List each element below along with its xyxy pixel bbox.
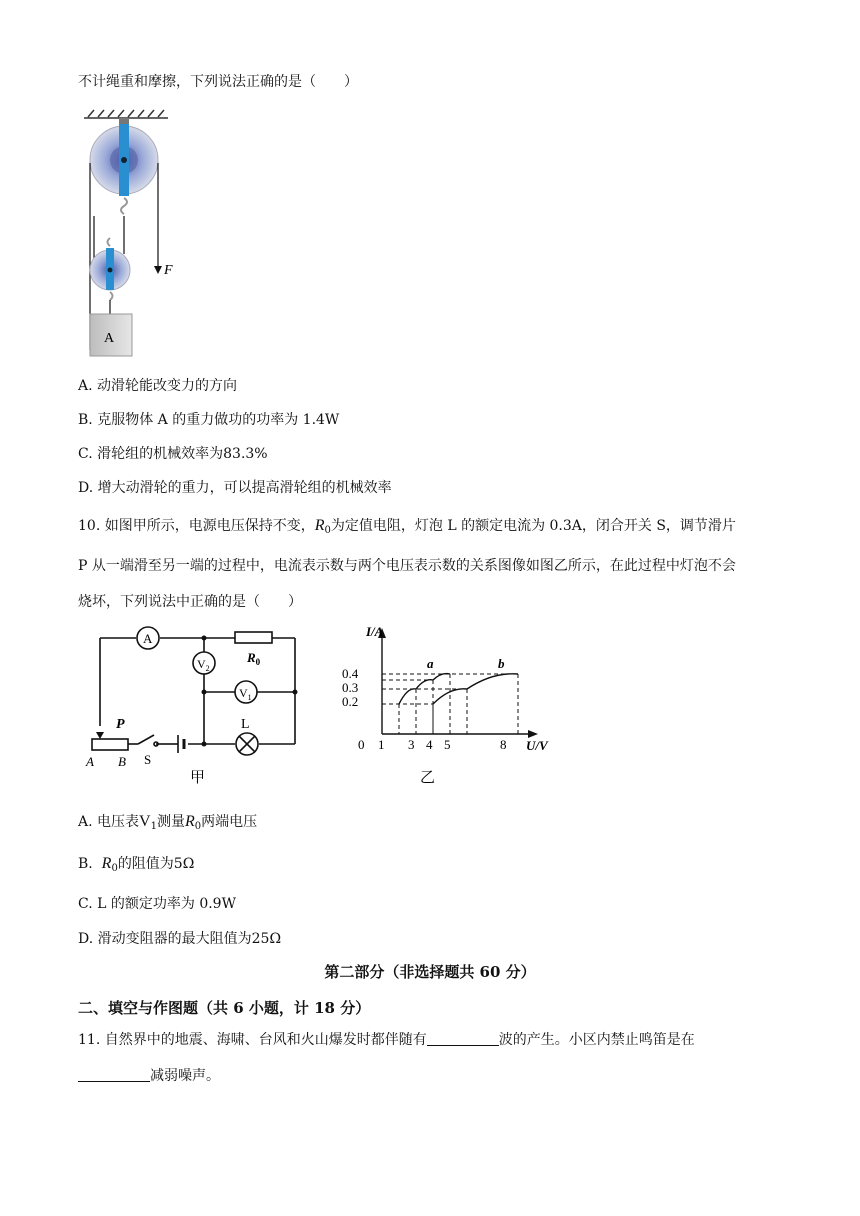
q10-option-d: D. 滑动变阻器的最大阻值为25Ω xyxy=(78,931,282,947)
graph-caption: 乙 xyxy=(420,770,436,786)
q10-option-a: A. 电压表$V_1$测量$R_0$两端电压 xyxy=(78,813,258,832)
q10-option-c: C. L 的额定功率为 0.9W xyxy=(78,896,236,912)
q11-blank-1[interactable] xyxy=(427,1031,499,1046)
ammeter-label: A xyxy=(143,631,153,646)
x-tick-3: 3 xyxy=(408,737,415,752)
q11-line1: 11. 自然界中的地震、海啸、台风和火山爆发时都伴随有 波的产生。小区内禁止鸣笛是在 xyxy=(78,1032,695,1048)
q9-option-b: B. 克服物体 A 的重力做功的功率为 1.4W xyxy=(78,412,340,428)
q9-option-d: D. 增大动滑轮的重力，可以提高滑轮组的机械效率 xyxy=(78,480,392,496)
point-b-label: b xyxy=(498,656,505,671)
x-tick-4: 4 xyxy=(426,737,433,752)
r0-label: $R_0$ xyxy=(247,650,261,667)
pulley-figure xyxy=(80,108,190,360)
y-tick-0.3: 0.3 xyxy=(342,680,359,695)
ceiling-hatch xyxy=(84,110,168,118)
q10-stem-line1: 10. 如图甲所示，电源电压保持不变，$R_0$为定值电阻，灯泡 L 的额定电流为 0.3A，闭合开关 S，调节滑片 xyxy=(78,517,736,536)
x-tick-5: 5 xyxy=(444,737,451,752)
q11-line2: 减弱噪声。 xyxy=(78,1066,220,1086)
v1-label: $V_1$ xyxy=(239,686,252,702)
y-tick-0.4: 0.4 xyxy=(342,666,359,681)
block-label: A xyxy=(104,331,115,346)
q9-option-c: C. 滑轮组的机械效率为83.3% xyxy=(78,446,268,462)
v2-label: $V_2$ xyxy=(197,657,210,673)
x-tick-1: 1 xyxy=(378,737,385,752)
slider-label: P xyxy=(116,717,125,732)
circuit-diagram xyxy=(80,622,310,794)
x-tick-8: 8 xyxy=(500,737,507,752)
lamp-label: L xyxy=(241,717,250,732)
q9-stem: 不计绳重和摩擦，下列说法正确的是（ ） xyxy=(78,74,358,90)
part2-heading: 第二部分（非选择题共 60 分） xyxy=(324,963,536,981)
switch-label: S xyxy=(144,752,152,767)
x-tick-0: 0 xyxy=(358,737,365,752)
section-heading: 二、填空与作图题（共 6 小题，计 18 分） xyxy=(78,999,371,1017)
end-a-label: A xyxy=(86,754,94,769)
point-a-label: a xyxy=(427,656,434,671)
q11-blank-2[interactable] xyxy=(78,1067,150,1082)
iv-graph xyxy=(330,622,560,794)
q10-stem-line2: P 从一端滑至另一端的过程中，电流表示数与两个电压表示数的关系图像如图乙所示，在此过程中灯泡不会 xyxy=(78,558,736,574)
end-b-label: B xyxy=(118,754,126,769)
q9-option-a: A. 动滑轮能改变力的方向 xyxy=(78,378,238,394)
q10-option-b: B. $R_0$的阻值为5Ω xyxy=(78,855,195,874)
x-axis-label: U/V xyxy=(526,738,548,753)
force-label: F xyxy=(164,263,173,278)
circuit-caption: 甲 xyxy=(190,770,206,786)
y-axis-label: I/A xyxy=(366,624,384,639)
y-tick-0.2: 0.2 xyxy=(342,694,359,709)
q10-stem-line3: 烧坏，下列说法中正确的是（ ） xyxy=(78,594,302,610)
